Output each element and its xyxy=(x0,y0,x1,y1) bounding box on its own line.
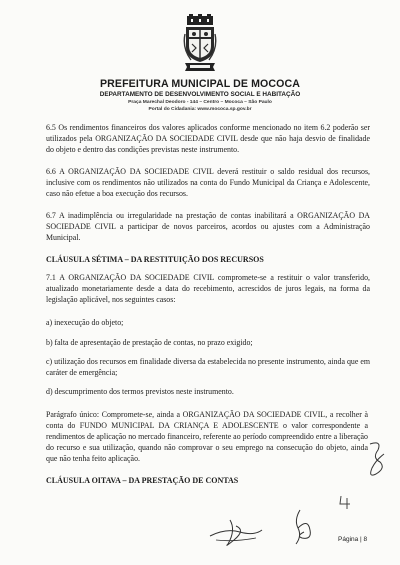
list-item-a: a) inexecução do objeto; xyxy=(46,318,124,327)
paragraph-6-7: 6.7 A inadimplência ou irregularidade na prestação de contas inabilitará a ORGANIZAÇÃO DA SOCIEDADE CIVIL a participar de novos parceiros, acordos ou ajustes com a Administração Municipal. xyxy=(46,211,370,242)
clause-eighth-heading: CLÁUSULA OITAVA – DA PRESTAÇÃO DE CONTAS xyxy=(46,476,239,485)
list-item-b: b) falta de apresentação de prestação de contas, no prazo exigido; xyxy=(46,338,253,347)
handwritten-number-mark xyxy=(338,494,354,510)
page-title: PREFEITURA MUNICIPAL DE MOCOCA xyxy=(100,78,300,90)
list-item-d: d) descumprimento dos termos previstos neste instrumento. xyxy=(46,387,234,396)
list-item-c: c) utilização dos recursos em finalidade diversa da estabelecida no presente instrumento, ainda que em caráter de emergência; xyxy=(46,357,370,377)
municipal-coat-of-arms-icon xyxy=(183,14,217,76)
clause-seventh-heading: CLÁUSULA SÉTIMA – DA RESTITUIÇÃO DOS RECURSOS xyxy=(46,255,264,264)
signature-one xyxy=(206,516,266,548)
sole-paragraph: Parágrafo único: Compromete-se, ainda a ORGANIZAÇÃO DA SOCIEDADE CIVIL, a recolher à conta do FUNDO MUNICIPAL DA CRIANÇA E ADOLESCENTE o valor correspondente a rendimentos de aplicação no mercado financeiro, referente ao período compreendido entre a liberação do recurso e sua utilização, quando não comprovar o seu emprego na consecução do objeto, ainda que não tenha feito aplicação. xyxy=(46,410,368,463)
department-subtitle: DEPARTAMENTO DE DESENVOLVIMENTO SOCIAL E HABITAÇÃO xyxy=(99,91,301,98)
margin-initials-signature xyxy=(366,440,388,480)
paragraph-6-6: 6.6 A ORGANIZAÇÃO DA SOCIEDADE CIVIL deverá restituir o saldo residual dos recursos, inclusive com os rendimentos não utilizados na conta do Fundo Municipal da Criança e Adolescente, caso não efetue a boa execução dos recursos. xyxy=(46,167,370,198)
signature-two xyxy=(290,508,316,548)
page-number: Página | 8 xyxy=(338,536,368,543)
paragraph-6-5: 6.5 Os rendimentos financeiros dos valores aplicados conforme mencionado no item 6.2 poderão ser utilizados pela ORGANIZAÇÃO DA SOCIEDADE CIVIL desde que não haja desvio de finalidade do objeto e dentro das condições previstas neste instrumento. xyxy=(46,123,370,154)
portal-line: Portal do Cidadania: www.mococa.sp.gov.br xyxy=(148,107,252,112)
paragraph-7-1: 7.1 A ORGANIZAÇÃO DA SOCIEDADE CIVIL compromete-se a restituir o valor transferido, atualizado monetariamente desde a data do recebimento, acrescidos de juros legais, na forma da legislação aplicável, nos seguintes casos: xyxy=(46,273,370,304)
address-line: Praça Marechal Deodoro - 144 – Centro – Mococa – São Paulo xyxy=(128,100,272,105)
